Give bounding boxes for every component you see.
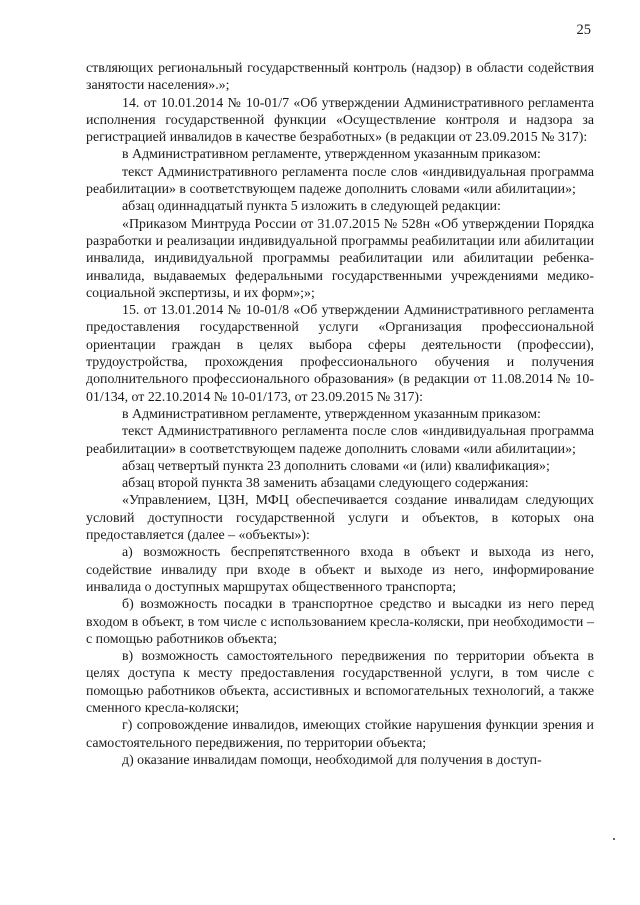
paragraph-item-15: 15. от 13.01.2014 № 10-01/8 «Об утверждении Административного регламента предоставления государственной услуги «Организация профессиональной ориентации граждан в целях выбора сферы деятельности (профессии), трудоустройства, прохождения профессионального обучения и получения дополнительного профессионального образования» (в редакции от 11.08.2014 № 10-01/134, от 22.10.2014 № 10-01/173, от 23.09.2015 № 317): [86,303,594,405]
paragraph-condition-b: б) возможность посадки в транспортное средство и высадки из него перед входом в объект, в том числе с использованием кресла-коляски, при необходимости – с помощью работников объекта; [86,597,594,647]
paragraph-item-14: 14. от 10.01.2014 № 10-01/7 «Об утверждении Административного регламента исполнения государственной функции «Осуществление контроля и надзора за регистрацией инвалидов в качестве безработных» (в редакции от 23.09.2015 № 317): [86,95,594,146]
paragraph-condition-d: г) сопровождение инвалидов, имеющих стойкие нарушения функции зрения и самостоятельного передвижения, по территории объекта; [86,718,594,751]
document-body [86,60,594,769]
paragraph-regulation-intro: в Административном регламенте, утвержденном указанным приказом: [122,147,541,163]
paragraph-text-amendment: текст Административного регламента после слов «индивидуальная программа реабилитации» в соответствующем падеже дополнить словами «или абилитации»; [86,164,594,198]
paragraph-clause-38: абзац второй пункта 38 заменить абзацами следующего содержания: [122,476,529,492]
paragraph-condition-a: а) возможность беспрепятственного входа в объект и выхода из него, содействие инвалиду при входе в объект и выходе из него, информирование инвалида о доступных маршрутах общественного транспорта; [86,545,594,595]
paragraph-regulation-intro-2: в Административном регламенте, утвержденном указанным приказом: [122,406,541,422]
paragraph-condition-e: д) оказание инвалидам помощи, необходимой для получения в доступ- [122,752,542,768]
paragraph-order-528n: «Приказом Минтруда России от 31.07.2015 № 528н «Об утверждении Порядка разработки и реализации индивидуальной программы реабилитации или абилитации инвалида, индивидуальной программы реабилитации или абилитации ребенка-инвалида, выдаваемых федеральными государственными учреждениями медико-социальной экспертизы, и их форм»;»; [86,216,594,301]
paragraph-accessibility-intro: «Управлением, ЦЗН, МФЦ обеспечивается создание инвалидам следующих условий доступности государственной услуги и объектов, в которых она предоставляется (далее – «объекты»): [86,493,594,544]
page-number: 25 [576,22,591,38]
paragraph-continuation: ствляющих региональный государственный контроль (надзор) в области содействия занятости населения».»; [86,61,594,94]
paragraph-condition-c: в) возможность самостоятельного передвижения по территории объекта в целях доступа к месту предоставления государственной услуги, в том числе с помощью работников объекта, ассистивных и вспомогательных технологий, а также сменного кресла-коляски; [86,649,594,716]
paragraph-clause-23: абзац четвертый пункта 23 дополнить словами «и (или) квалификация»; [122,458,550,474]
paragraph-clause-5: абзац одиннадцатый пункта 5 изложить в следующей редакции: [122,199,501,215]
paragraph-text-amendment-2: текст Административного регламента после слов «индивидуальная программа реабилитации» в соответствующем падеже дополнить словами «или абилитации»; [86,424,594,457]
scan-artifact-dot [613,838,615,840]
